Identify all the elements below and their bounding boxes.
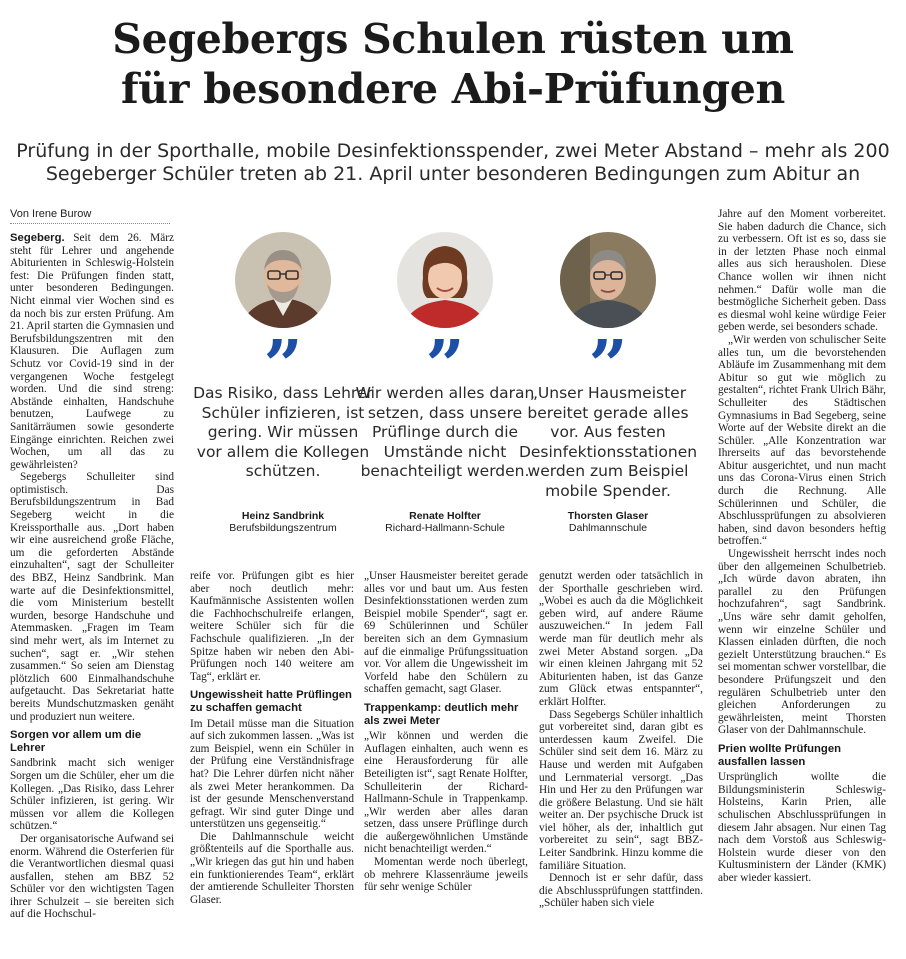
quote-author-name: Renate Holfter [409, 510, 481, 522]
quote-box-holfter [355, 232, 535, 534]
quote-text: Wir werden alles daran setzen, dass unsere Prüflinge durch die Umstände nicht benachteiligt werden. [355, 384, 535, 480]
quote-author-name: Thorsten Glaser [567, 510, 649, 522]
quote-author-role: Richard-Hallmann-Schule [385, 522, 505, 534]
subheading-trappenkamp: Trappenkamp: deutlich mehr als zwei Meter [364, 701, 519, 727]
column-2-paragraph-3: Die Dahlmannschule weicht größtenteils auf die Sporthalle aus. „Wir kriegen das gut hin und haben ein funktionierendes Team“, erklärt der amtierende Schulleiter Thorsten Glaser. [190, 830, 354, 906]
article-column-2 [190, 570, 354, 954]
quote-box-sandbrink [193, 232, 373, 534]
column-4-paragraph-1: genutzt werden oder tatsächlich in der Sporthalle geschrieben wird. „Wobei es auch da die Möglichkeit geben wird, auf andere Räume auszuweichen.“ In jedem Fall werde man für deutlich mehr als zwei Meter Abstand sorgen. „Da wir einen kleinen Jahrgang mit 52 Abiturienten haben, ist das Ganze zum Glück etwas entspannter“, erklärt Holfter. [539, 570, 703, 708]
column-3-paragraph-1: „Unser Hausmeister bereitet gerade alles vor und baut um. Aus festen Desinfektionsstationen werden zum Beispiel mobile Spender“, sagt er. 69 Schülerinnen und Schüler bereiten sich an dem Gymnasium auf die einmalige Prüfungssituation vor. Vor allem die Ungewissheit im Vorfeld habe den Schülern zu schaffen gemacht, sagt Glaser. [364, 570, 528, 696]
quote-mark-icon: ” [425, 338, 465, 380]
subheading-sorgen: Sorgen vor allem um die Lehrer [10, 729, 142, 754]
subheading-prien: Prien wollte Prüfungen ausfallen lassen [718, 742, 842, 768]
article-column-5 [718, 208, 886, 954]
column-2-paragraph-1: reife vor. Prüfungen gibt es hier aber noch deutlich mehr: Kaufmännische Assistenten wollen die Fachhochschulreife erlangen, weitere Schüler sich für die Fachschule qualifizieren. „In der Spitze haben wir neben den Abi-Prüfungen noch 140 weitere am Tag“, erklärt er. [190, 570, 354, 683]
dateline: Segeberg. [10, 232, 65, 244]
quote-text: „Unser Hausmeister bereitet gerade alles vor. Aus festen Desinfektionsstationen werden zum Beispiel mobile Spender. [518, 384, 698, 500]
column-5-paragraph-4: Ursprünglich wollte die Bildungsministerin Schleswig-Holsteins, Karin Prien, alle schulischen Abschlussprüfungen in diesem Jahr absagen. Nur einen Tag nach dem Vorstoß aus Schleswig-Holstein wurde dieser von den Kultusministern der Länder (KMK) aber wieder kassiert. [718, 771, 886, 884]
quote-mark-icon: ” [263, 338, 303, 380]
column-1-paragraph-3: Sandbrink macht sich weniger Sorgen um die Schüler, eher um die Kollegen. „Das Risiko, dass Lehrer Schüler infizieren, ist gering. Wir müssen vor allem die Kollegen schützen.“ [10, 757, 174, 833]
portrait-heinz-sandbrink [235, 232, 331, 328]
headline-line-2: für besondere Abi-Prüfungen [120, 65, 786, 113]
quote-text: Das Risiko, dass Lehrer Schüler infizieren, ist gering. Wir müssen vor allem die Kollegen schützen. [193, 384, 373, 480]
quote-box-glaser [518, 232, 698, 534]
column-5-paragraph-1: Jahre auf den Moment vorbereitet. Sie haben dadurch die Chance, sich zu verbessern. Oft ist es so, dass sie in der letzten Phase noch einmal alles aus sich herausholen. Diese Chance wollen wir ihnen nicht nehmen.“ Dafür wolle man die bestmögliche Sicherheit geben. Dass es diesmal wohl keine würdige Feier geben werde, sei besonders schade. [718, 208, 886, 334]
column-1-paragraph-4: Der organisatorische Aufwand sei enorm. Während die Osterferien für die Verantwortlichen diesmal quasi ausfallen, stehen am BBZ 52 Schüler vor den wichtigsten Tagen ihrer Schulzeit – sie bereiten sich auf die Hochschul- [10, 832, 174, 921]
column-3-paragraph-3: Momentan werde noch überlegt, ob mehrere Klassenräume jeweils für sehr wenige Schüler [364, 856, 528, 894]
quote-mark-icon: ” [588, 338, 628, 380]
headline-line-1: Segebergs Schulen rüsten um [112, 15, 794, 63]
portrait-thorsten-glaser [560, 232, 656, 328]
column-5-paragraph-2: „Wir werden von schulischer Seite alles tun, um die bevorstehenden Abläufe im Zusammenhang mit dem Abitur so gut wie möglich zu gestalten“, richtet Frank Ulrich Bähr, Schulleiter des Städtischen Gymnasiums in Bad Segeberg, seine Worte auf der Website direkt an die Schüler. „Alle Konzentration war Ihrerseits auf das bevorstehende Abitur ausgerichtet, und nun macht uns das Corona-Virus einen Strich durch die Rechnung. Alle Schülerinnen und Schüler, die Abschlussprüfungen zu absolvieren haben, sind davon besonders heftig betroffen.“ [718, 333, 886, 548]
subheadline-line-2: Segeberger Schüler treten ab 21. April unter besonderen Bedingungen zum Abitur an [45, 163, 861, 185]
column-1-paragraph-1: Segeberg. Seit dem 26. März steht für Lehrer und angehende Abiturienten in Schleswig-Holstein fest: Die Prüfungen finden statt, unter besonderen Bedingungen. Nicht einmal vier Wochen sind es da noch bis zur ersten Prüfung. Am 21. April starten die Gymnasien und Berufsbildungszentren mit den Klausuren. Die Auflagen zum Schutz vor Covid-19 sind in der vergangenen Woche festgelegt worden. Und die sind streng: Abstände einhalten, Handschuhe benutzen, Laufwege zu Sanitärräumen sowie gesonderte Eingänge einrichten. Reichen zwei Wochen, um all das zu gewährleisten? [10, 232, 174, 471]
quote-author-role: Dahlmannschule [568, 522, 648, 534]
column-1-paragraph-2: Segebergs Schulleiter sind optimistisch. Das Berufsbildungszentrum in Bad Segeberg weicht in die Kreissporthalle aus. „Dort haben wir eine ausreichend große Fläche, um die geforderten Abstände einzuhalten“, sagt der Schulleiter des BBZ, Heinz Sandbrink. Man warte auf die Desinfektionsmittel, die vom Ministerium bestellt wurden, besorge Handschuhe und Atemmasken. „Fragen im Team sind mehr wert, als im Internet zu suchen“, sagt er. „Wir stehen zusammen.“ So seien am Dienstag plötzlich 600 Einmalhandschuhe aufgetaucht. Das Sekretariat hatte bereits Mundschutzmasken genäht und produziert nun weitere. [10, 471, 174, 723]
column-4-paragraph-2: Dass Segebergs Schüler inhaltlich gut vorbereitet sind, daran gibt es unterdessen kaum Zweifel. Die Schüler sind seit dem 16. März zu Hause und werden mit Aufgaben und Lernmaterial versorgt. „Das Hin und Her zu den Prüfungen war die größere Belastung. Und sie hält weiter an. Der psychische Druck ist viel höher, als der, inhaltlich gut vorbereitet zu sein“, sagt BBZ-Leiter Sandbrink. Hinzu komme die familiäre Situation. [539, 708, 703, 872]
portrait-renate-holfter [397, 232, 493, 328]
article-column-1 [10, 232, 174, 954]
column-2-paragraph-2: Im Detail müsse man die Situation auf sich zukommen lassen. „Was ist zum Beispiel, wenn ein Schüler in der Prüfung eine Verständnisfrage hat? Die Lehrer dürfen nicht näher als zwei Meter herankommen. Da ist der gesunde Menschenverstand gefragt. Wir sind guter Dinge und unterstützen uns gegenseitig.“ [190, 717, 354, 831]
article-column-3 [364, 570, 528, 954]
headline [0, 14, 906, 114]
column-5-paragraph-3: Ungewissheit herrscht indes noch über den allgemeinen Schulbetrieb. „Ich würde davon abraten, ihn parallel zu den Prüfungen hochzufahren“, sagt Sandbrink. „Uns wäre sehr damit geholfen, wenn wir einzelne Schüler und Klassen einladen dürften, die noch gezielt Unterstützung brauchen.“ Es sei momentan schwer vorstellbar, die besondere Prüfungszeit und den regulären Schulbetrieb unter den gleichen Anforderungen zu gewährleisten, meint Thorsten Glaser von der Dahlmannschule. [718, 548, 886, 737]
byline: Von Irene Burow [10, 208, 170, 224]
subheadline [0, 140, 906, 186]
column-4-paragraph-3: Dennoch ist er sehr dafür, dass die Abschlussprüfungen stattfinden. „Schüler haben sich viele [539, 872, 703, 910]
article-column-4 [539, 570, 703, 954]
quote-author-role: Berufsbildungszentrum [229, 522, 337, 534]
subheadline-line-1: Prüfung in der Sporthalle, mobile Desinfektionsspender, zwei Meter Abstand – mehr als 200 [16, 140, 890, 162]
column-3-paragraph-2: „Wir können und werden die Auflagen einhalten, auch wenn es eine Herausforderung für alle Beteiligten ist“, sagt Renate Holfter, Schulleiterin der Richard-Hallmann-Schule in Trappenkamp. „Wir werden aber alles daran setzen, dass unsere Prüflinge durch die außergewöhnlichen Umstände nicht benachteiligt werden.“ [364, 730, 528, 856]
subheading-ungewissheit: Ungewissheit hatte Prüflingen zu schaffen gemacht [190, 689, 352, 714]
quote-author-name: Heinz Sandbrink [241, 510, 325, 522]
